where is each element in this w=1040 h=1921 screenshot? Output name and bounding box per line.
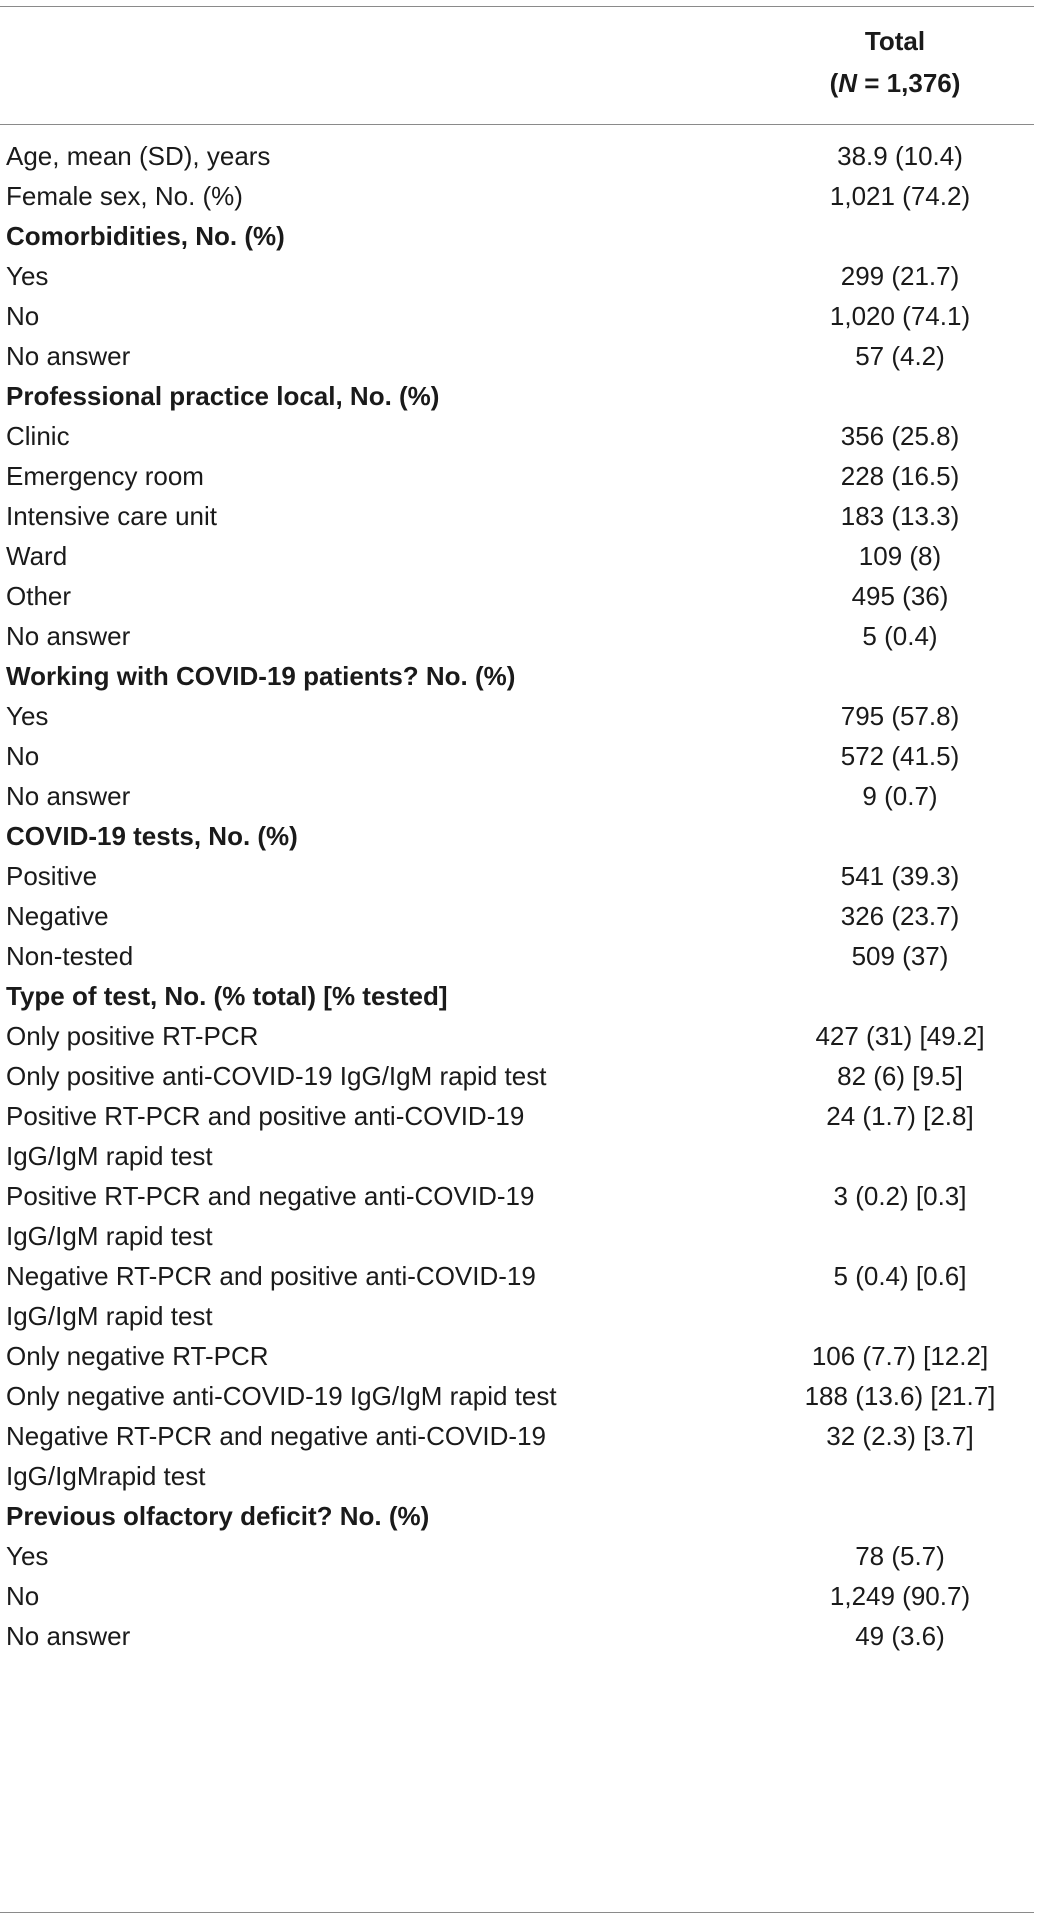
row-label	[0, 1056, 790, 1096]
table-row	[0, 496, 1034, 536]
table-row	[0, 536, 1034, 576]
row-value: 495 (36)	[851, 581, 949, 611]
section-label	[0, 656, 790, 696]
table-row	[0, 736, 1034, 776]
section-label	[0, 376, 790, 416]
row-label-line: No	[6, 301, 40, 331]
table-row	[0, 696, 1034, 736]
row-value: 5 (0.4) [0.6]	[833, 1261, 967, 1291]
table-row	[0, 576, 1034, 616]
row-label-line: Negative RT-PCR and positive anti-COVID-19	[6, 1261, 536, 1291]
row-label-line: No	[6, 741, 40, 771]
table-row	[0, 416, 1034, 456]
row-value: 509 (37)	[851, 941, 949, 971]
row-label-line: Positive	[6, 861, 98, 891]
row-label-line: No answer	[6, 781, 131, 811]
column-header-title: Total	[864, 26, 926, 56]
table-row	[0, 1616, 1034, 1656]
row-label	[0, 1416, 790, 1496]
row-label-line: No answer	[6, 1621, 131, 1651]
row-label-line: Other	[6, 581, 72, 611]
row-value: 1,020 (74.1)	[829, 301, 971, 331]
row-value: 9 (0.7)	[862, 781, 938, 811]
row-label	[0, 856, 790, 896]
row-label-line: IgG/IgM rapid test	[6, 1301, 213, 1331]
row-value: 188 (13.6) [21.7]	[804, 1381, 996, 1411]
row-value: 5 (0.4)	[862, 621, 938, 651]
table-row	[0, 1056, 1034, 1096]
row-label-line: Only negative RT-PCR	[6, 1341, 269, 1371]
table-top-rule	[0, 6, 1034, 7]
section-label	[0, 1496, 790, 1536]
table-row	[0, 896, 1034, 936]
row-label-line: IgG/IgM rapid test	[6, 1221, 213, 1251]
table-row	[0, 776, 1034, 816]
section-header-row	[0, 816, 1034, 856]
row-label	[0, 1256, 790, 1336]
row-label-line: Yes	[6, 261, 49, 291]
table-row	[0, 1016, 1034, 1056]
row-label-line: IgG/IgMrapid test	[6, 1461, 206, 1491]
row-value: 1,249 (90.7)	[829, 1581, 971, 1611]
row-value: 57 (4.2)	[855, 341, 945, 371]
row-label	[0, 1576, 790, 1616]
table-row	[0, 1096, 1034, 1176]
row-label	[0, 1096, 790, 1176]
row-value: 326 (23.7)	[840, 901, 960, 931]
row-label-line: Female sex, No. (%)	[6, 181, 243, 211]
row-value: 24 (1.7) [2.8]	[826, 1101, 974, 1131]
table-row	[0, 1416, 1034, 1496]
row-value: 541 (39.3)	[840, 861, 960, 891]
column-header-total	[790, 20, 1000, 104]
column-header-n: (N = 1,376)	[829, 68, 961, 98]
row-label	[0, 416, 790, 456]
table-row	[0, 1336, 1034, 1376]
section-label	[0, 816, 790, 856]
row-label	[0, 1376, 790, 1416]
row-label-line: Type of test, No. (% total) [% tested]	[6, 981, 448, 1011]
row-label	[0, 256, 790, 296]
row-label	[0, 936, 790, 976]
row-label-line: No	[6, 1581, 40, 1611]
row-value: 82 (6) [9.5]	[837, 1061, 963, 1091]
row-value: 795 (57.8)	[840, 701, 960, 731]
row-label	[0, 136, 790, 176]
section-header-row	[0, 976, 1034, 1016]
row-label-line: Professional practice local, No. (%)	[6, 381, 440, 411]
row-label	[0, 576, 790, 616]
row-label-line: Non-tested	[6, 941, 134, 971]
table-row	[0, 1536, 1034, 1576]
table-row	[0, 1256, 1034, 1336]
row-label	[0, 336, 790, 376]
row-value: 109 (8)	[858, 541, 942, 571]
table-row	[0, 296, 1034, 336]
row-label	[0, 896, 790, 936]
row-label-line: No answer	[6, 621, 131, 651]
row-value: 3 (0.2) [0.3]	[833, 1181, 967, 1211]
row-label-line: Comorbidities, No. (%)	[6, 221, 285, 251]
row-value: 572 (41.5)	[840, 741, 960, 771]
section-header-row	[0, 376, 1034, 416]
row-value: 49 (3.6)	[855, 1621, 945, 1651]
row-label	[0, 616, 790, 656]
row-value: 106 (7.7) [12.2]	[811, 1341, 989, 1371]
table-row	[0, 856, 1034, 896]
section-header-row	[0, 1496, 1034, 1536]
row-label-line: Emergency room	[6, 461, 204, 491]
row-label-line: Working with COVID-19 patients? No. (%)	[6, 661, 516, 691]
row-label-line: Ward	[6, 541, 68, 571]
table-row	[0, 616, 1034, 656]
table-row	[0, 456, 1034, 496]
row-label	[0, 1616, 790, 1656]
row-label	[0, 1536, 790, 1576]
row-label-line: Yes	[6, 701, 49, 731]
row-label	[0, 1176, 790, 1256]
row-label	[0, 736, 790, 776]
row-label-line: Positive RT-PCR and positive anti-COVID-19	[6, 1101, 525, 1131]
row-label-line: Only negative anti-COVID-19 IgG/IgM rapid test	[6, 1381, 557, 1411]
table-row	[0, 176, 1034, 216]
section-header-row	[0, 656, 1034, 696]
row-value: 356 (25.8)	[840, 421, 960, 451]
row-value: 183 (13.3)	[840, 501, 960, 531]
row-label	[0, 496, 790, 536]
row-label-line: Negative	[6, 901, 109, 931]
row-label-line: Negative RT-PCR and negative anti-COVID-19	[6, 1421, 546, 1451]
section-label	[0, 976, 790, 1016]
row-value: 299 (21.7)	[840, 261, 960, 291]
table-row	[0, 336, 1034, 376]
row-label	[0, 456, 790, 496]
row-label-line: COVID-19 tests, No. (%)	[6, 821, 298, 851]
row-label	[0, 1336, 790, 1376]
row-label	[0, 1016, 790, 1056]
section-header-row	[0, 216, 1034, 256]
row-label-line: No answer	[6, 341, 131, 371]
table-row	[0, 1176, 1034, 1256]
row-value: 78 (5.7)	[855, 1541, 945, 1571]
table-row	[0, 1576, 1034, 1616]
row-label-line: Clinic	[6, 421, 70, 451]
table-row	[0, 136, 1034, 176]
row-value: 1,021 (74.2)	[829, 181, 971, 211]
row-label	[0, 776, 790, 816]
row-label-line: Only positive RT-PCR	[6, 1021, 259, 1051]
row-label-line: Only positive anti-COVID-19 IgG/IgM rapid test	[6, 1061, 547, 1091]
row-label-line: Previous olfactory deficit? No. (%)	[6, 1501, 430, 1531]
header-rule	[0, 124, 1034, 125]
row-label-line: Yes	[6, 1541, 49, 1571]
table-body	[0, 136, 1034, 1656]
row-value: 32 (2.3) [3.7]	[826, 1421, 974, 1451]
row-label	[0, 296, 790, 336]
row-value: 38.9 (10.4)	[837, 141, 963, 171]
section-label	[0, 216, 790, 256]
row-value: 228 (16.5)	[840, 461, 960, 491]
row-label	[0, 536, 790, 576]
row-label-line: Intensive care unit	[6, 501, 218, 531]
row-label	[0, 176, 790, 216]
table-bottom-rule	[0, 1912, 1034, 1913]
row-label-line: IgG/IgM rapid test	[6, 1141, 213, 1171]
row-value: 427 (31) [49.2]	[815, 1021, 985, 1051]
table-row	[0, 256, 1034, 296]
row-label-line: Positive RT-PCR and negative anti-COVID-19	[6, 1181, 535, 1211]
table-row	[0, 1376, 1034, 1416]
row-label-line: Age, mean (SD), years	[6, 141, 271, 171]
row-label	[0, 696, 790, 736]
table-row	[0, 936, 1034, 976]
